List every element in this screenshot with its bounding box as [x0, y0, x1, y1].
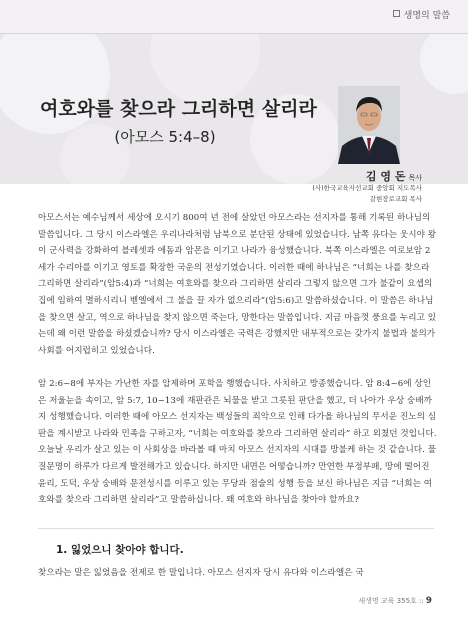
article-subtitle: (아모스 5:4–8) — [114, 128, 216, 146]
square-bullet-icon — [393, 10, 400, 17]
footer-issue: 새생명 교육 355호 :: — [358, 597, 424, 605]
author-role: 목사 — [408, 174, 422, 182]
author-name-text: 김 영 돈 — [365, 170, 406, 183]
article-title: 여호와를 찾으라 그리하면 살리라 — [40, 98, 317, 120]
page-footer — [358, 596, 432, 606]
page-number: 9 — [425, 596, 432, 606]
body-paragraph-1: 아모스서는 예수님께서 세상에 오시기 800여 년 전에 살았던 아모스라는 선지자를 통해 기록된 하나님의 말씀입니다. 그 당시 이스라엘은 우리나라처럼 남북으로 분단된 상태에 있었습니다. 남쪽 유다는 웃시야 왕이 군사력을 강화하여 블레셋과 에돔과 암몬을 이기고 나라가 융성했습니다. 북쪽 이스라엘은 여로보암 2세가 수리아를 이기고 영토를 확장한 국운의 전성기였습니다. 이러한 때에 하나님은 “너희는 나를 찾으라 그리하면 살리라”(암5:4)과 “너희는 여호와를 찾으라 그리하면 살리라 그렇지 않으면 그가 불같이 요셉의 집에 임하여 멸하시리니 벧엘에서 그 불을 끌 자가 없으리라”(암5:6)고 말씀하셨습니다. 이 말씀은 하나님을 찾으면 살고, 역으로 하나님을 찾지 않으면 죽는다, 망한다는 말씀입니다. 지금 마음껏 풍요를 누리고 있는데 왜 이런 말씀을 하셨겠습니까? 당시 이스라엘은 국력은 강했지만 내부적으로는 갖가지 불법과 불의가 사회를 어지럽히고 있었습니다. — [38, 213, 437, 356]
decorative-bubble — [420, 34, 468, 94]
section-divider — [38, 528, 434, 529]
body-paragraph-3: 찾으라는 말은 잃었음을 전제로 한 말입니다. 아모스 선지자 당시 유다와 이스라엘은 국 — [38, 568, 364, 578]
body-paragraph-2: 암 2:6~8에 부자는 가난한 자를 압제하며 포학을 행했습니다. 사치하고 방종했습니다. 암 8:4~6에 상인은 저울눈을 속이고, 암 5:7, 10~13에 재판관은 뇌물을 받고 그릇된 판단을 했고, 더 나아가 우상 숭배까지 성행했습니다. 이러한 때에 아모스 선지자는 백성들의 죄악으로 인해 다가올 하나님의 무서운 진노의 심판을 계시받고 나라와 민족을 구하고자, “너희는 여호와를 찾으라 그리하면 살리라” 하고 외쳤던 것입니다. 오늘날 우리가 살고 있는 이 사회상을 바라볼 때 마치 아모스 선지자의 시대를 방불케 하는 것 같습니다. 물질문명이 하루가 다르게 발전해가고 있습니다. 하지만 내면은 어떻습니까? 만연한 부정부패, 땅에 떨어진 윤리, 도덕, 우상 숭배와 문전성시를 이루고 있는 무당과 점술의 성행 등을 보신 하나님은 지금 “너희는 여호와를 찾으라 그리하면 살리라”고 말씀하십니다. 왜 여호와 하나님을 찾아야 할까요? — [38, 379, 437, 506]
author-affiliation: (사)한국교육자선교회 중앙회 지도목사 — [312, 184, 422, 192]
section-label-text: 생명의 말씀 — [403, 11, 450, 21]
section-label — [393, 8, 450, 21]
author-church: 갈현장로교회 목사 — [369, 195, 422, 203]
top-bar — [0, 0, 468, 34]
author-name — [366, 168, 422, 184]
section-heading: 1. 잃었으니 찾아야 합니다. — [56, 544, 184, 556]
author-portrait — [338, 86, 400, 164]
